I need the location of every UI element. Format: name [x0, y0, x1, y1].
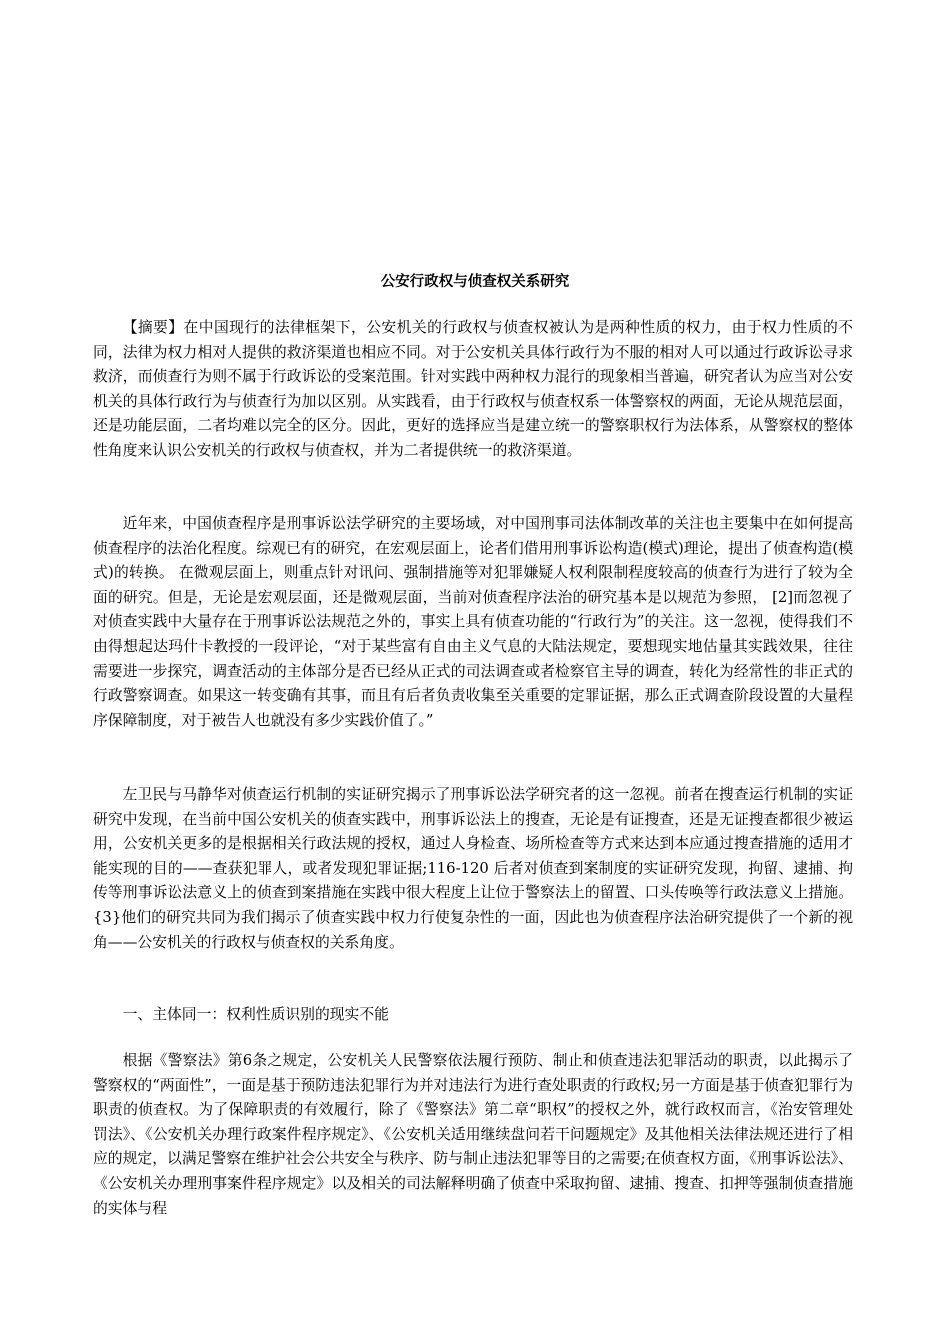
abstract-paragraph: 【摘要】在中国现行的法律框架下，公安机关的行政权与侦查权被认为是两种性质的权力，由于权力性质的不同，法律为权力相对人提供的救济渠道也相应不同。对于公安机关具体行政行为不服的相对人可以通过行政诉讼寻求救济，而侦查行为则不属于行政诉讼的受案范围。针对实践中两种权力混行的现象相当普遍，研究者认为应当对公安机关的具体行政行为与侦查行为加以区别。从实践看，由于行政权与侦查权系一体警察权的两面，无论从规范层面，还是功能层面，二者均难以完全的区分。因此，更好的选择应当是建立统一的警察职权行为法体系，从警察权的整体性角度来认识公安机关的行政权与侦查权，并为二者提供统一的救济渠道。 — [93, 319, 853, 459]
empirical-research-paragraph: 左卫民与马静华对侦查运行机制的实证研究揭示了刑事诉讼法学研究者的这一忽视。前者在搜查运行机制的实证研究中发现，在当前中国公安机关的侦查实践中，刑事诉讼法上的搜查，无论是有证搜查，还是无证搜查都很少被运用，公安机关更多的是根据相关行政法规的授权，通过人身检查、场所检查等方式来达到本应通过搜查措施的适用才能实现的目的——查获犯罪人，或者发现犯罪证据;116-120 后者对侦查到案制度的实证研究发现，拘留、逮捕、拘传等刑事诉讼法意义上的侦查到案措施在实践中很大程度上让位于警察法上的留置、口头传唤等行政法意义上措施。{3}他们的研究共同为我们揭示了侦查实践中权力行使复杂性的一面，因此也为侦查程序法治研究提供了一个新的视角——公安机关的行政权与侦查权的关系角度。 — [93, 786, 853, 951]
section-heading: 一、主体同一：权利性质识别的现实不能 — [122, 1006, 389, 1023]
intro-paragraph: 近年来，中国侦查程序是刑事诉讼法学研究的主要场域，对中国刑事司法体制改革的关注也主要集中在如何提高侦查程序的法治化程度。综观已有的研究，在宏观层面上，论者们借用刑事诉讼构造(模式)理论，提出了侦查构造(模式)的转换。 在微观层面上，则重点针对讯问、强制措施等对犯罪嫌疑人权利限制程度较高的侦查行为进行了较为全面的研究。但是，无论是宏观层面，还是微观层面，当前对侦查程序法治的研究基本是以规范为参照， [2]而忽视了对侦查实践中大量存在于刑事诉讼法规范之外的，事实上具有侦查功能的“行政行为”的关注。这一忽视，使得我们不由得想起达玛什卡教授的一段评论，“对于某些富有自由主义气息的大陆法规定，要想现实地估量其实践效果，往往需要进一步探究，调查活动的主体部分是否已经从正式的司法调查或者检察官主导的调查，转化为经常性的非正式的行政警察调查。如果这一转变确有其事，而且有后者负责收集至关重要的定罪证据，那么正式调查阶段设置的大量程序保障制度，对于被告人也就没有多少实践价值了。” — [93, 515, 853, 729]
police-law-paragraph: 根据《警察法》第6条之规定，公安机关人民警察依法履行预防、制止和侦查违法犯罪活动的职责，以此揭示了警察权的“两面性”，一面是基于预防违法犯罪行为并对违法行为进行查处职责的行政权;另一方面是基于侦查犯罪行为职责的侦查权。为了保障职责的有效履行，除了《警察法》第二章“职权”的授权之外，就行政权而言，《治安管理处罚法》、《公安机关办理行政案件程序规定》、《公安机关适用继续盘问若干问题规定》及其他相关法律法规还进行了相应的规定，以满足警察在维护社会公共安全与秩序、防与制止违法犯罪等目的之需要;在侦查权方面，《刑事诉讼法》、《公安机关办理刑事案件程序规定》以及相关的司法解释明确了侦查中采取拘留、逮捕、搜查、扣押等强制侦查措施的实体与程 — [93, 1052, 853, 1217]
document-title: 公安行政权与侦查权关系研究 — [380, 274, 570, 290]
